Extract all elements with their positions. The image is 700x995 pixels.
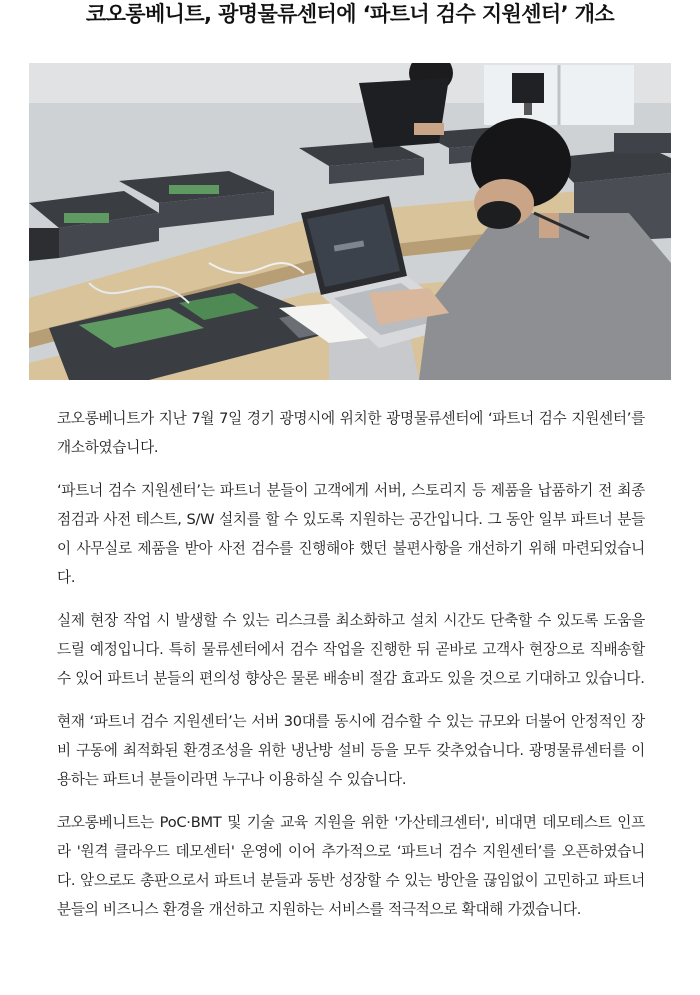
paragraph-3: 실제 현장 작업 시 발생할 수 있는 리스크를 최소화하고 설치 시간도 단축할 수 있도록 도움을 드릴 예정입니다. 특히 물류센터에서 검수 작업을 진행한 뒤 곧바로 고객사 현장으로 직배송할 수 있어 파트너 분들의 편의성 향상은 물론 배송비 절감 효과도 있을 것으로 기대하고 있습니다. bbox=[57, 612, 645, 687]
article-title: 코오롱베니트, 광명물류센터에 ‘파트너 검수 지원센터’ 개소 bbox=[85, 2, 615, 26]
paragraph-4: 현재 ‘파트너 검수 지원센터’는 서버 30대를 동시에 검수할 수 있는 규모와 더불어 안정적인 장비 구동에 최적화된 환경조성을 위한 냉난방 설비 등을 모두 갖추었습니다. 광명물류센터를 이용하는 파트너 분들이라면 누구나 이용하실 수 있습니다. bbox=[57, 713, 645, 788]
paragraph-5: 코오롱베니트는 PoC·BMT 및 기술 교육 지원을 위한 '가산테크센터', 비대면 데모테스트 인프라 '원격 클라우드 데모센터' 운영에 이어 추가적으로 ‘파트너 검수 지원센터’를 오픈하였습니다. 앞으로도 총판으로서 파트너 분들과 동반 성장할 수 있는 방안을 끊임없이 고민하고 파트너 분들의 비즈니스 환경을 개선하고 지원하는 서비스를 적극적으로 확대해 가겠습니다. bbox=[57, 814, 645, 918]
article-body bbox=[57, 404, 645, 938]
paragraph-1: 코오롱베니트가 지난 7월 7일 경기 광명시에 위치한 광명물류센터에 ‘파트너 검수 지원센터’를 개소하였습니다. bbox=[57, 410, 645, 456]
paragraph-2: ‘파트너 검수 지원센터’는 파트너 분들이 고객에게 서버, 스토리지 등 제품을 납품하기 전 최종 점검과 사전 테스트, S/W 설치를 할 수 있도록 지원하는 공간입니다. 그 동안 일부 파트너 분들이 사무실로 제품을 받아 사전 검수를 진행해야 했던 불편사항을 개선하기 위해 마련되었습니다. bbox=[57, 482, 645, 586]
article-photo bbox=[29, 63, 671, 380]
photo-monitor bbox=[512, 73, 544, 103]
photo-illustration bbox=[29, 63, 671, 380]
